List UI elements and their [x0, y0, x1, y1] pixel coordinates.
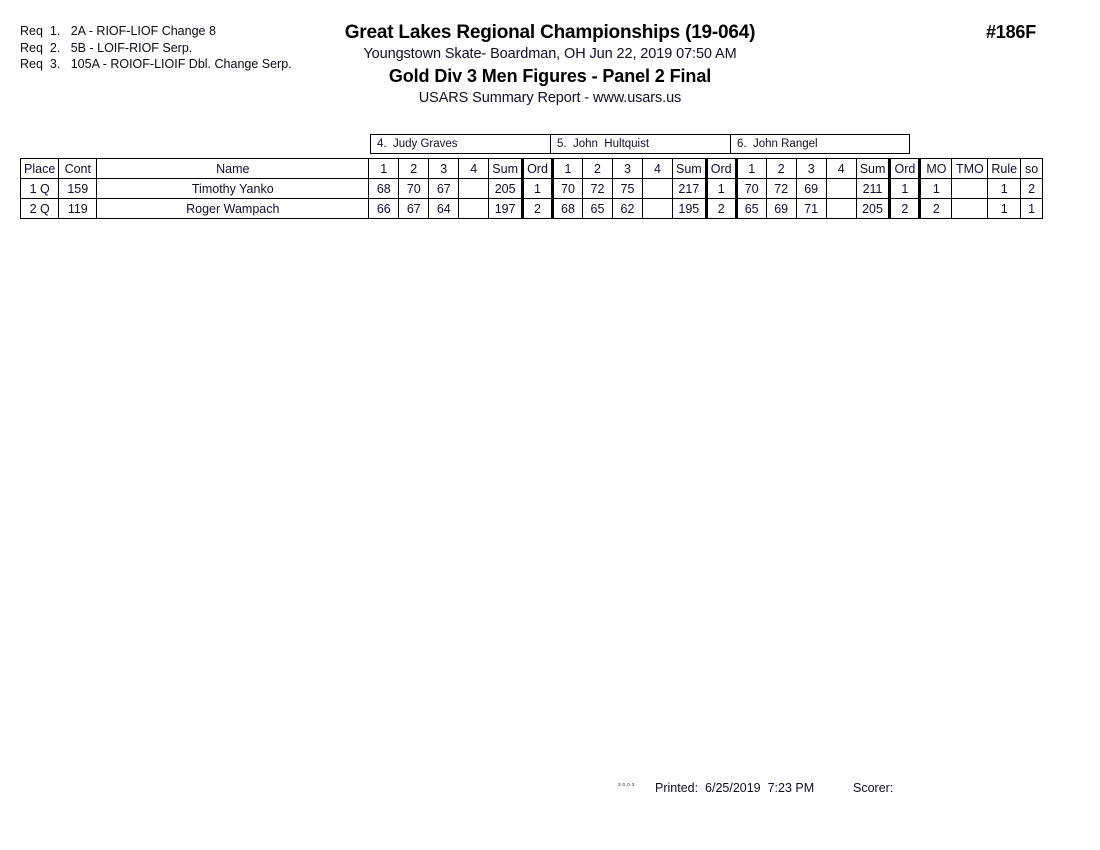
cell-place: 2 Q	[21, 199, 59, 219]
cell-j4-score-1: 66	[369, 199, 399, 219]
cell-j5-score-2: 65	[582, 199, 612, 219]
cell-j6-score-2: 69	[766, 199, 796, 219]
cell-cont: 119	[59, 199, 97, 219]
requirement-line-1: Req 1. 2A - RIOF-LIOF Change 8	[20, 24, 216, 38]
cell-j5-score-1: 70	[552, 179, 582, 199]
requirement-line-2: Req 2. 5B - LOIF-RIOF Serp.	[20, 40, 193, 55]
cell-j5-score-3: 75	[612, 179, 642, 199]
sheet-id: #186F	[985, 22, 1036, 42]
results-table	[20, 158, 1043, 219]
header-j4-score-2: 2	[399, 159, 429, 179]
cell-mo: 1	[920, 179, 952, 199]
report-source-line: USARS Summary Report - www.usars.us	[418, 90, 682, 106]
cell-j5-ord: 1	[706, 179, 736, 199]
cell-j5-score-4	[642, 179, 672, 199]
header-j6-ord: Ord	[890, 159, 920, 179]
footer-scorer-label: Scorer:	[853, 781, 894, 795]
header-j5-score-1: 1	[552, 159, 582, 179]
header-cont: Cont	[59, 159, 97, 179]
cell-j6-ord: 2	[890, 199, 920, 219]
cell-j4-score-2: 67	[399, 199, 429, 219]
header-name: Name	[97, 159, 369, 179]
header-j4-ord: Ord	[522, 159, 552, 179]
cell-j5-sum: 195	[672, 199, 706, 219]
cell-j5-sum: 217	[672, 179, 706, 199]
requirement-line-3: Req 3. 105A - ROIOF-LIOIF Dbl. Change Serp.	[20, 57, 292, 71]
header-mo: MO	[920, 159, 952, 179]
cell-so: 2	[1021, 179, 1043, 199]
cell-name: Roger Wampach	[97, 199, 369, 219]
cell-j5-score-4	[642, 199, 672, 219]
cell-mo: 2	[920, 199, 952, 219]
cell-j4-sum: 197	[489, 199, 523, 219]
footer-version-code: 3.0.0.3	[618, 782, 635, 787]
cell-j4-score-1: 68	[369, 179, 399, 199]
cell-j6-score-3: 71	[796, 199, 826, 219]
cell-j4-score-3: 67	[429, 179, 459, 199]
table-header-row	[21, 159, 1043, 179]
cell-j4-ord: 2	[522, 199, 552, 219]
header-j6-score-3: 3	[796, 159, 826, 179]
cell-j6-score-1: 70	[736, 179, 766, 199]
cell-j6-score-4	[826, 199, 856, 219]
report-header	[250, 21, 850, 108]
header-so: so	[1021, 159, 1043, 179]
cell-j5-ord: 2	[706, 199, 736, 219]
header-place: Place	[21, 159, 59, 179]
header-j5-ord: Ord	[706, 159, 736, 179]
cell-rule: 1	[988, 179, 1021, 199]
header-j6-score-1: 1	[736, 159, 766, 179]
header-j6-score-4: 4	[826, 159, 856, 179]
cell-tmo	[952, 199, 988, 219]
cell-so: 1	[1021, 199, 1043, 219]
judge-panel-6: 6. John Rangel	[730, 134, 910, 154]
cell-j4-score-4	[459, 179, 489, 199]
cell-j5-score-1: 68	[552, 199, 582, 219]
header-j4-score-1: 1	[369, 159, 399, 179]
cell-place: 1 Q	[21, 179, 59, 199]
header-tmo: TMO	[952, 159, 988, 179]
header-j4-sum: Sum	[489, 159, 523, 179]
footer-printed-timestamp: Printed: 6/25/2019 7:23 PM	[655, 781, 815, 795]
table-row	[21, 199, 1043, 219]
header-j6-sum: Sum	[856, 159, 890, 179]
header-rule: Rule	[988, 159, 1021, 179]
judge-band	[370, 134, 910, 154]
header-j6-score-2: 2	[766, 159, 796, 179]
event-title: Great Lakes Regional Championships (19-064)	[344, 22, 756, 43]
header-j5-score-2: 2	[582, 159, 612, 179]
table-row	[21, 179, 1043, 199]
cell-j4-ord: 1	[522, 179, 552, 199]
cell-j6-sum: 211	[856, 179, 890, 199]
cell-j6-score-1: 65	[736, 199, 766, 219]
cell-j4-sum: 205	[489, 179, 523, 199]
judge-panel-5: 5. John Hultquist	[550, 134, 730, 154]
cell-j6-ord: 1	[890, 179, 920, 199]
cell-tmo	[952, 179, 988, 199]
cell-rule: 1	[988, 199, 1021, 219]
header-j5-score-4: 4	[642, 159, 672, 179]
cell-j6-score-3: 69	[796, 179, 826, 199]
cell-cont: 159	[59, 179, 97, 199]
event-division-title: Gold Div 3 Men Figures - Panel 2 Final	[388, 66, 712, 86]
cell-j6-score-4	[826, 179, 856, 199]
cell-j5-score-2: 72	[582, 179, 612, 199]
header-j5-score-3: 3	[612, 159, 642, 179]
cell-j5-score-3: 62	[612, 199, 642, 219]
header-j5-sum: Sum	[672, 159, 706, 179]
event-venue-datetime: Youngstown Skate- Boardman, OH Jun 22, 2019 07:50 AM	[363, 46, 737, 62]
cell-j4-score-2: 70	[399, 179, 429, 199]
header-j4-score-4: 4	[459, 159, 489, 179]
cell-j4-score-4	[459, 199, 489, 219]
cell-name: Timothy Yanko	[97, 179, 369, 199]
cell-j6-sum: 205	[856, 199, 890, 219]
judge-panel-4: 4. Judy Graves	[370, 134, 550, 154]
cell-j4-score-3: 64	[429, 199, 459, 219]
header-j4-score-3: 3	[429, 159, 459, 179]
cell-j6-score-2: 72	[766, 179, 796, 199]
